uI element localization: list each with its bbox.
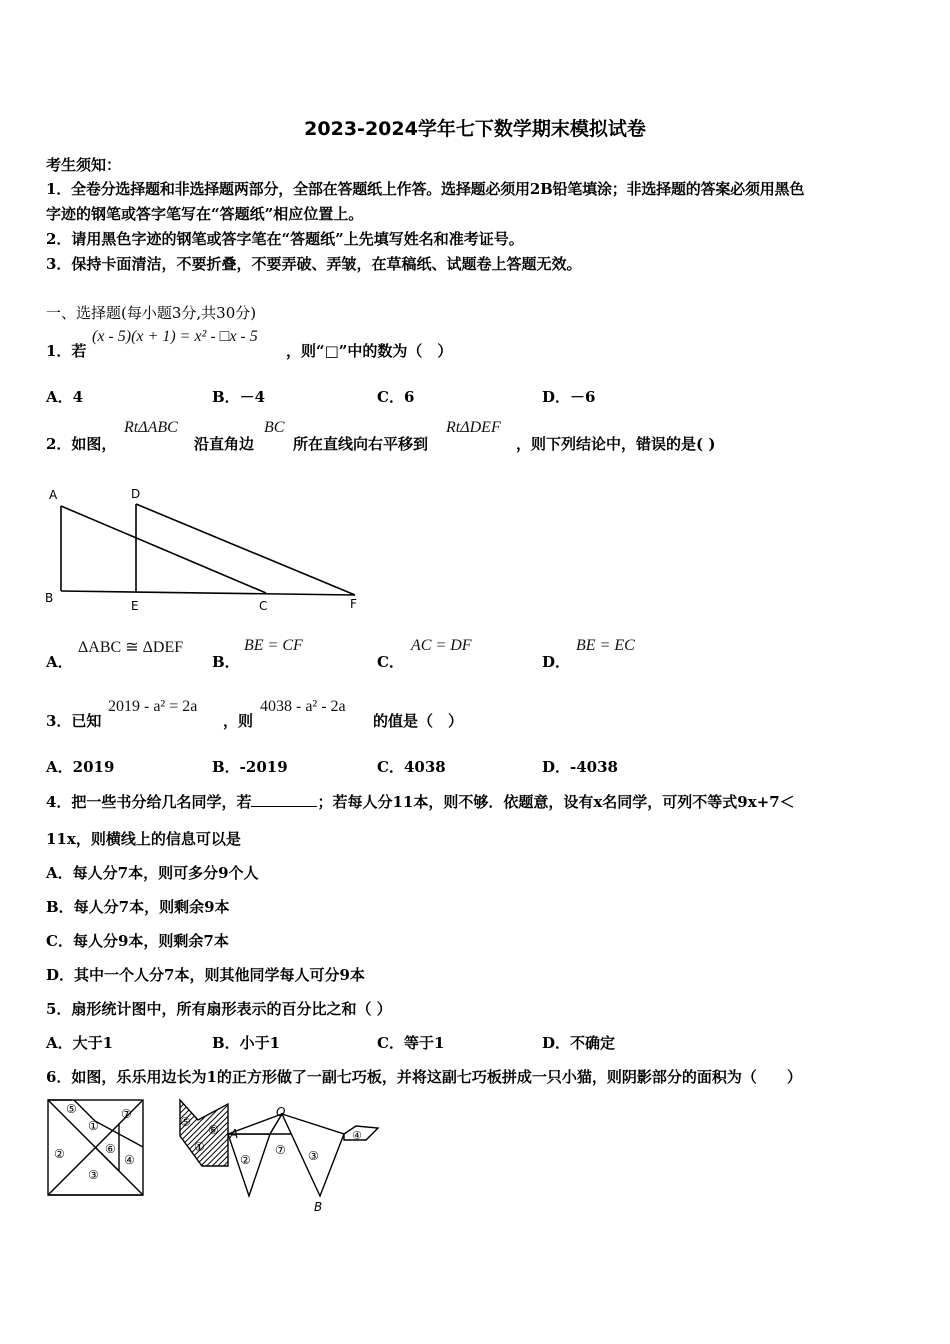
q4-option-c[interactable]: C．每人分9本，则剩余7本 <box>46 932 229 950</box>
segment-df <box>136 504 355 595</box>
q4-line-1 <box>46 791 795 812</box>
q1-number: 1．若 <box>46 342 87 360</box>
q3-math-2: 4038 - a² - 2a <box>260 698 346 715</box>
q3-option-b[interactable]: B．-2019 <box>212 758 288 776</box>
section-heading: 一、选择题(每小题3分,共30分) <box>46 304 257 322</box>
tangram-square-figure <box>44 1096 149 1198</box>
q2-option-a-math: ΔABC ≅ ΔDEF <box>78 639 184 656</box>
cat-label-o: O <box>276 1105 286 1119</box>
notice-line-1a: 1．全卷分选择题和非选择题两部分，全部在答题纸上作答。选择题必须用2B铅笔填涂；非选择题的答案必须用黑色 <box>46 180 805 198</box>
q1-option-b[interactable]: B．－4 <box>212 388 266 406</box>
notice-line-3: 3．保持卡面清洁，不要折叠，不要弄破、弄皱，在草稿纸、试题卷上答题无效。 <box>46 255 582 273</box>
q6-text: 6．如图，乐乐用边长为1的正方形做了一副七巧板，并将这副七巧板拼成一只小猫，则阴影部分的面积为（ ） <box>46 1068 802 1086</box>
q3-text-2: 的值是（ ） <box>373 712 464 730</box>
q3-math-1: 2019 - a² = 2a <box>108 698 198 715</box>
label-d: D <box>131 487 141 501</box>
label-a: A <box>49 488 58 502</box>
q2-option-d[interactable]: D． <box>542 653 571 671</box>
q2-option-c-math: AC = DF <box>411 637 472 654</box>
cat-label-a: A <box>230 1127 239 1141</box>
piece-2-label: ② <box>54 1147 65 1161</box>
q4-line-1a: 4．把一些书分给几名同学，若 <box>46 793 252 811</box>
piece-6-label: ⑥ <box>105 1142 116 1156</box>
label-e: E <box>131 599 139 613</box>
cat-label-3: ③ <box>308 1149 319 1163</box>
tangram-cat-figure <box>174 1096 384 1216</box>
cat-label-4: ④ <box>352 1129 362 1142</box>
q5-option-a[interactable]: A．大于1 <box>46 1034 114 1052</box>
piece-1-label: ① <box>88 1119 99 1133</box>
q4-line-2: 11x，则横线上的信息可以是 <box>46 830 241 848</box>
notice-line-1b: 字迹的钢笔或答字笔写在“答题纸”相应位置上。 <box>46 205 364 223</box>
q2-math-3: RtΔDEF <box>446 419 501 436</box>
cat-label-1: ① <box>194 1140 205 1154</box>
segment-bf <box>61 591 355 595</box>
page-title: 2023-2024学年七下数学期末模拟试卷 <box>304 118 646 140</box>
q2-text-3: ，则下列结论中，错误的是( ) <box>516 435 716 453</box>
q4-line-1b: ；若每人分11本，则不够．依题意，设有x名同学，可列不等式9x+7＜ <box>317 793 795 811</box>
cat-head-shaded <box>180 1100 228 1166</box>
piece-7-label: ⑦ <box>121 1107 132 1121</box>
q2-number: 2．如图， <box>46 435 117 453</box>
q3-option-a[interactable]: A．2019 <box>46 758 115 776</box>
q4-option-d[interactable]: D．其中一个人分7本，则其他同学每人可分9本 <box>46 966 365 984</box>
notice-heading: 考生须知： <box>46 156 122 174</box>
q1-option-d[interactable]: D．－6 <box>542 388 596 406</box>
q2-triangle-figure <box>40 484 370 614</box>
notice-line-2: 2．请用黑色字迹的钢笔或答字笔在“答题纸”上先填写姓名和准考证号。 <box>46 230 524 248</box>
label-f: F <box>350 597 357 611</box>
q2-option-c[interactable]: C． <box>377 653 404 671</box>
piece-5-label: ⑤ <box>66 1102 77 1116</box>
q5-text: 5．扇形统计图中，所有扇形表示的百分比之和（ ） <box>46 1000 392 1018</box>
label-b: B <box>45 591 54 605</box>
q1-option-a[interactable]: A．4 <box>46 388 84 406</box>
segment-ac <box>61 506 266 593</box>
cat-label-b: B <box>314 1200 323 1214</box>
q5-option-c[interactable]: C．等于1 <box>377 1034 445 1052</box>
q4-option-b[interactable]: B．每人分7本，则剩余9本 <box>46 898 230 916</box>
q1-expression: (x - 5)(x + 1) = x² - □x - 5 <box>92 328 258 345</box>
q2-option-d-math: BE = EC <box>576 637 635 654</box>
cat-label-5: ⑤ <box>180 1115 191 1129</box>
q5-option-b[interactable]: B．小于1 <box>212 1034 281 1052</box>
piece-4-label: ④ <box>124 1153 135 1167</box>
cat-label-2: ② <box>240 1153 251 1167</box>
q1-tail: ，则“□”中的数为（ ） <box>286 342 453 360</box>
q2-text-2: 所在直线向右平移到 <box>293 435 429 453</box>
q3-text-1: ，则 <box>223 712 254 730</box>
q2-option-a[interactable]: A． <box>46 653 73 671</box>
q4-option-a[interactable]: A．每人分7本，则可多分9个人 <box>46 864 259 882</box>
label-c: C <box>259 599 268 613</box>
q4-blank <box>251 792 317 807</box>
q2-math-2: BC <box>264 419 285 436</box>
q2-option-b[interactable]: B． <box>212 653 240 671</box>
q3-option-c[interactable]: C．4038 <box>377 758 446 776</box>
q2-math-1: RtΔABC <box>124 419 178 436</box>
piece-3-label: ③ <box>88 1168 99 1182</box>
q2-text-1: 沿直角边 <box>194 435 255 453</box>
q1-option-c[interactable]: C．6 <box>377 388 415 406</box>
q5-option-d[interactable]: D．不确定 <box>542 1034 616 1052</box>
cat-label-6: ⑥ <box>208 1123 219 1137</box>
cat-label-7: ⑦ <box>275 1143 286 1157</box>
q2-option-b-math: BE = CF <box>244 637 303 654</box>
q3-option-d[interactable]: D．-4038 <box>542 758 618 776</box>
q3-number: 3．已知 <box>46 712 102 730</box>
